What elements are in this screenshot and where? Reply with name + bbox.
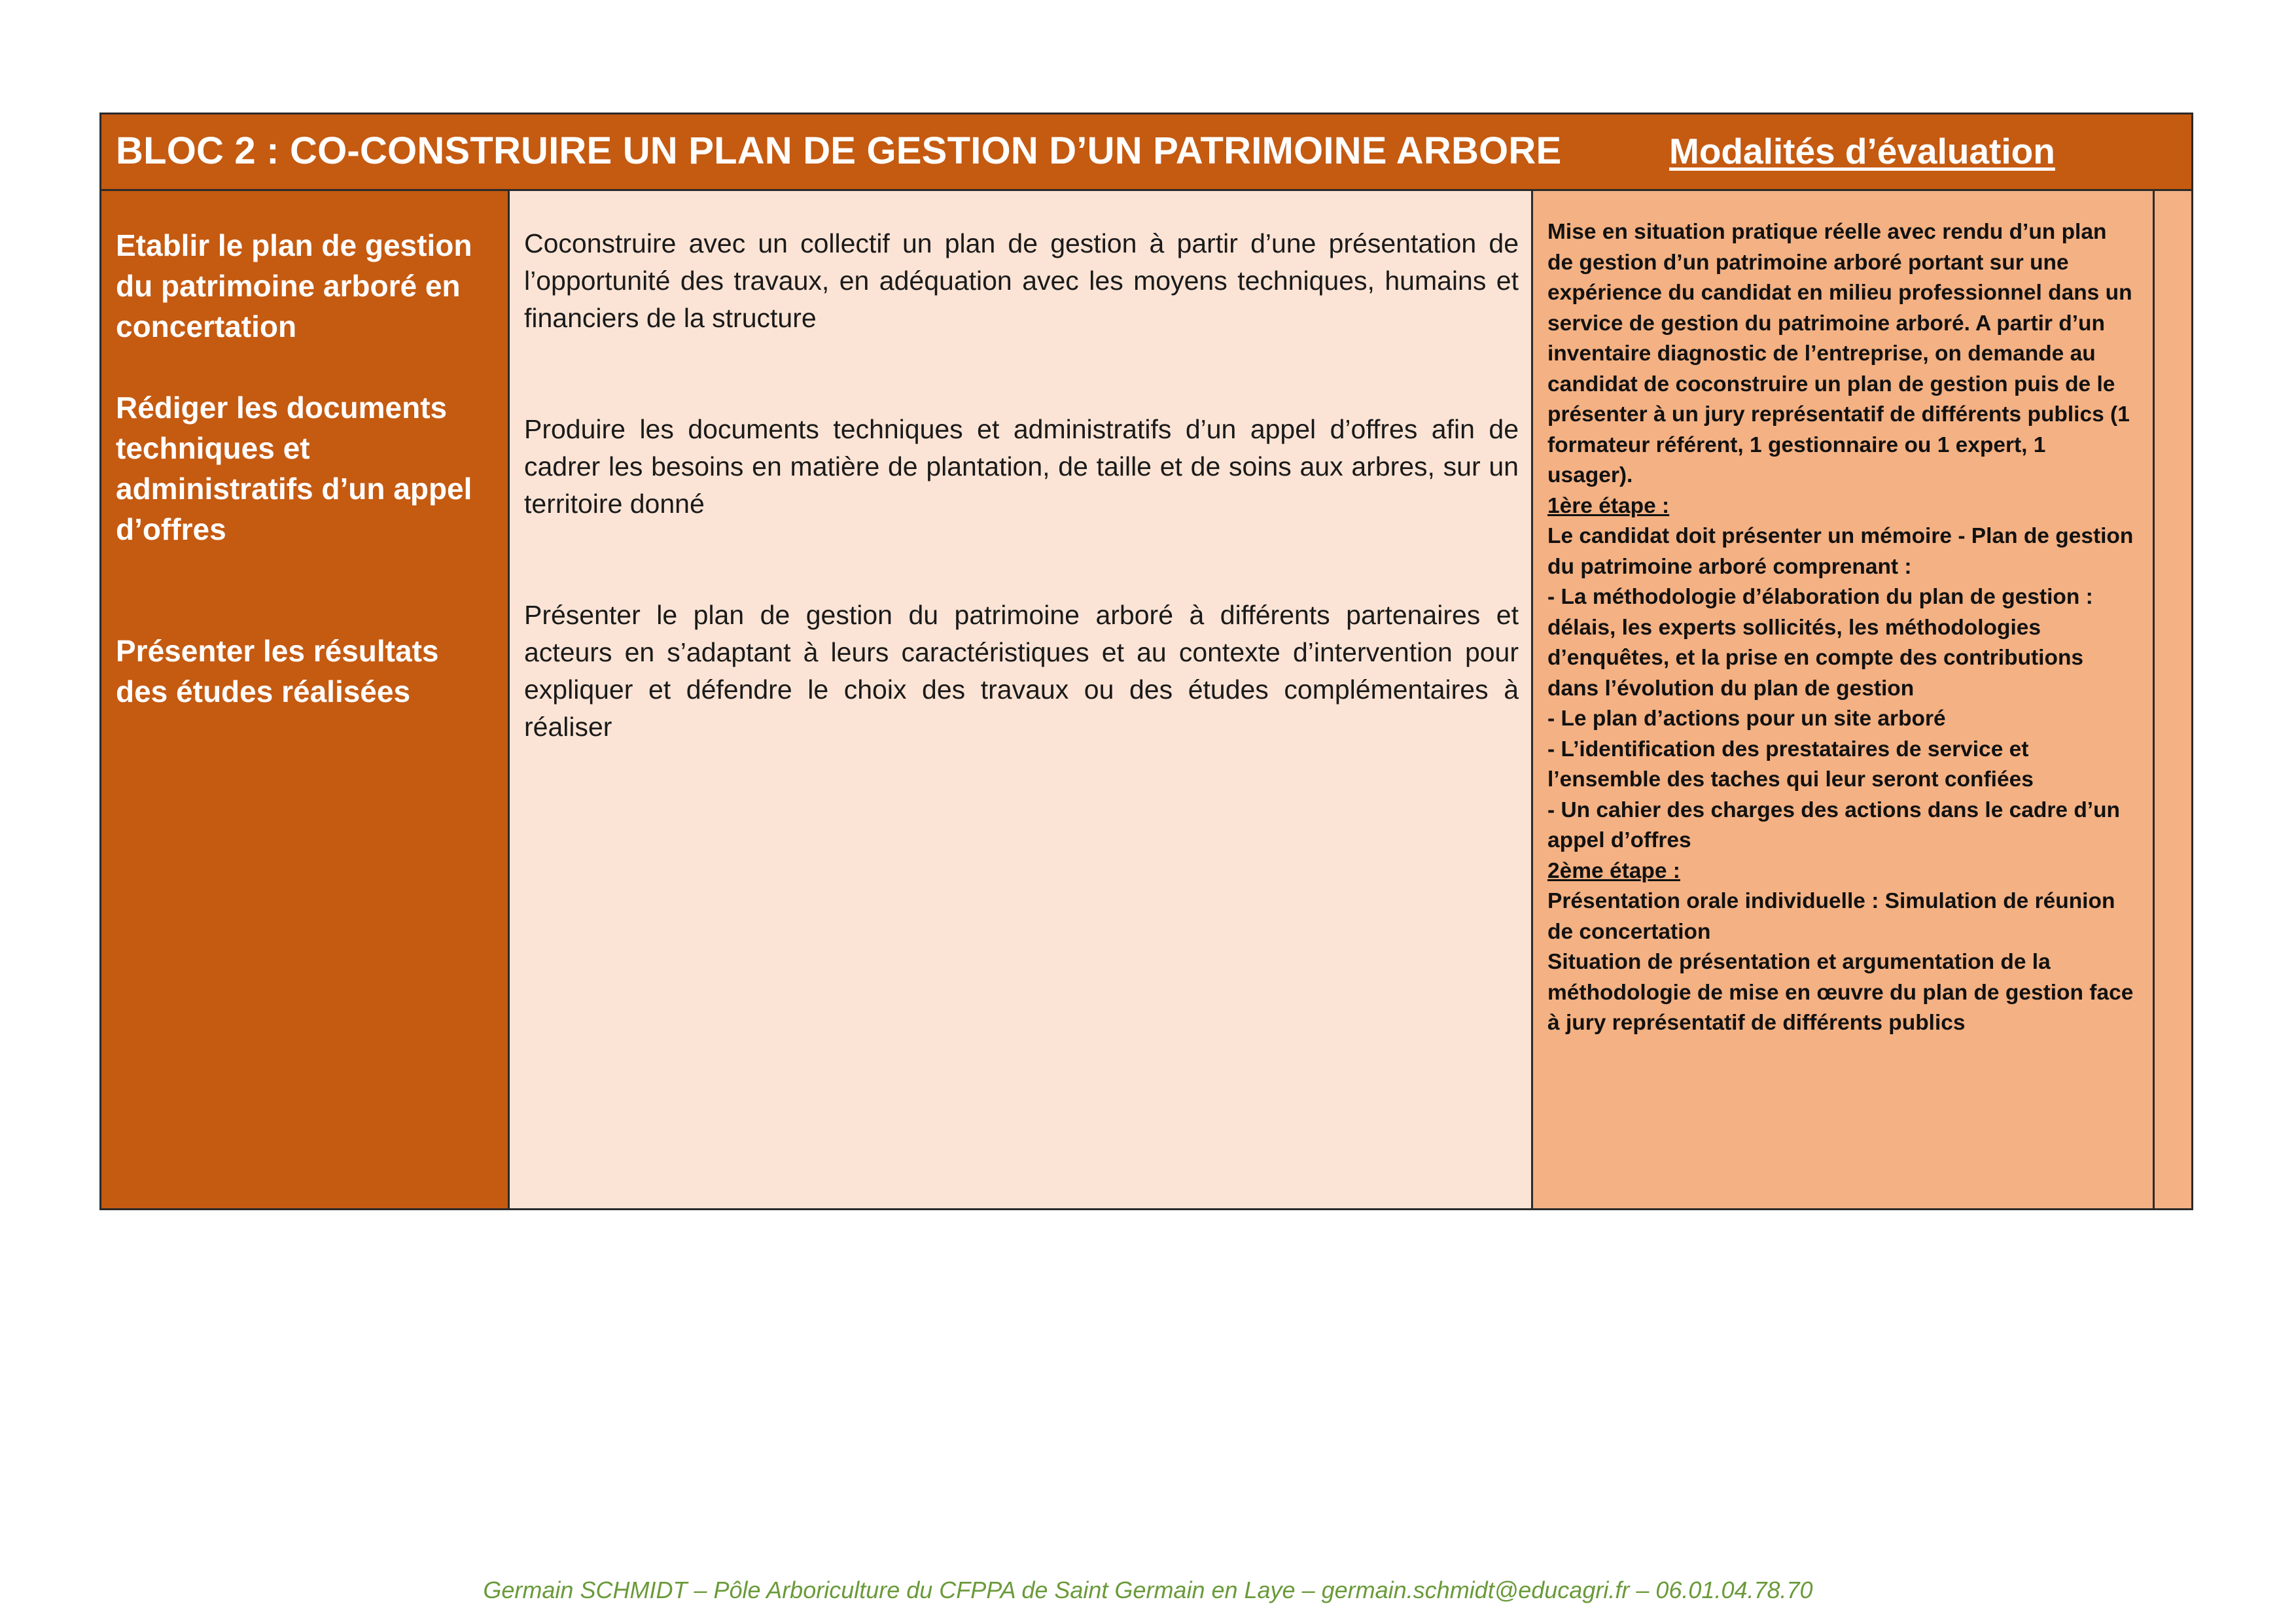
- activite-item: Coconstruire avec un collectif un plan de gestion à partir d’une présentation de l’opportunité des travaux, en adéquation avec les moyens techniques, humains et financiers de la structure: [524, 228, 1519, 333]
- etape1-intro: Le candidat doit présenter un mémoire - Plan de gestion du patrimoine arboré comprenant :: [1547, 524, 2134, 579]
- competence-item: Présenter les résultats des études réalisées: [116, 634, 439, 708]
- etape2-title: 2ème étape :: [1547, 858, 1680, 883]
- activite-item: Produire les documents techniques et administratifs d’un appel d’offres afin de cadrer les besoins en matière de plantation, de taille et de soins aux arbres, sur un territoire donné: [524, 414, 1519, 519]
- modalites-intro: Mise en situation pratique réelle avec rendu d’un plan de gestion d’un patrimoine arboré portant sur une expérience du candidat en milieu professionnel dans un service de gestion du patrimoine arboré. A partir d’un inventaire diagnostic de l’entreprise, on demande au candidat de coconstruire un plan de gestion puis de le présenter à un jury représentatif de différents publics (1 formateur référent, 1 gestionnaire ou 1 expert, 1 usager).: [1547, 220, 2132, 487]
- competence-item: Etablir le plan de gestion du patrimoine arboré en concertation: [116, 228, 472, 343]
- bloc-table: [99, 113, 2193, 1210]
- etape1-item: - L’identification des prestataires de service et l’ensemble des taches qui leur seront confiées: [1547, 737, 2034, 792]
- etape1-item: - La méthodologie d’élaboration du plan de gestion : délais, les experts sollicités, les méthodologies d’enquêtes, et la prise en compte des contributions dans l’évolution du plan de gestion: [1547, 585, 2093, 701]
- modalites-text: [1547, 217, 2136, 1039]
- modalites-heading: Modalités d’évaluation: [1669, 131, 2055, 171]
- competence-item: Rédiger les documents techniques et administratifs d’un appel d’offres: [116, 391, 472, 546]
- page-footer: Germain SCHMIDT – Pôle Arboriculture du CFPPA de Saint Germain en Laye – germain.schmidt@educagri.fr – 06.01.04.78.70: [483, 1577, 1813, 1603]
- table-header: [101, 114, 2191, 191]
- etape1-item: - Le plan d’actions pour un site arboré: [1547, 707, 1946, 731]
- etape2-line: Présentation orale individuelle : Simulation de réunion de concertation: [1547, 889, 2115, 944]
- table-body-row: [101, 191, 2191, 1208]
- empty-narrow-column: [2155, 191, 2191, 1208]
- competences-column: [101, 191, 510, 1208]
- etape1-item: - Un cahier des charges des actions dans le cadre d’un appel d’offres: [1547, 797, 2121, 852]
- modalites-column: [1533, 191, 2155, 1208]
- activites-column: [510, 191, 1533, 1208]
- etape2-line: Situation de présentation et argumentation de la méthodologie de mise en œuvre du plan de gestion face à jury représentatif de différents publics: [1547, 950, 2134, 1035]
- activite-item: Présenter le plan de gestion du patrimoine arboré à différents partenaires et acteurs en s’adaptant à leurs caractéristiques et au contexte d’intervention pour expliquer et défendre le choix des travaux ou des études complémentaires à réaliser: [524, 600, 1519, 742]
- etape1-title: 1ère étape :: [1547, 493, 1670, 518]
- bloc-title: BLOC 2 : CO-CONSTRUIRE UN PLAN DE GESTION D’UN PATRIMOINE ARBORE: [116, 130, 1562, 172]
